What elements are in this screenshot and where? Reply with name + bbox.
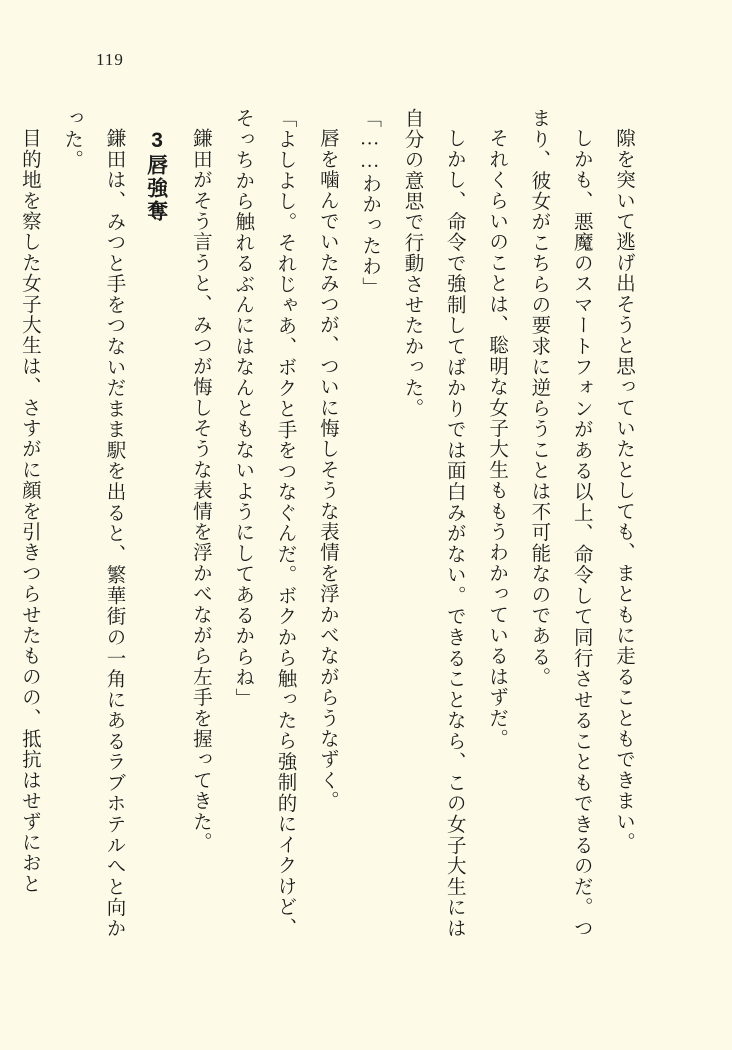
paragraph: 唇を噛んでいたみつが、ついに悔しそうな表情を浮かべながらうなずく。	[316, 127, 338, 811]
paragraph: 鎌田は、みつと手をつないだまま駅を出ると、繁華街の一角にあるラブホテルへと向かった。	[61, 108, 125, 938]
paragraph: 隙を突いて逃げ出そうと思っていたとしても、まともに走ることもできまい。	[613, 127, 634, 852]
paragraph: しかし、命令で強制してばかりでは面白みがない。できることなら、この女子大生には自分の意思で行動させたかった。	[401, 108, 465, 938]
section-heading	[134, 108, 178, 938]
paragraph: しかも、悪魔のスマートフォンがある以上、命令して同行させることもできるのだ。つまり、彼女がこちらの要求に逆らうことは不可能なのである。	[528, 108, 592, 938]
page-number: 119	[96, 50, 124, 69]
section-title: 唇強奪	[144, 154, 169, 223]
paragraph: 鎌田がそう言うと、みつが悔しそうな表情を浮かべながら左手を握ってきた。	[189, 127, 211, 852]
vertical-text-body	[18, 108, 644, 938]
paragraph: 目的地を察した女子大生は、さすがに顔を引きつらせたものの、抵抗はせずにおと	[18, 127, 40, 894]
paragraph-dialogue: 「……わかったわ」	[359, 108, 381, 298]
section-number: 3	[145, 129, 169, 154]
paragraph-dialogue: 「よしよし。それじゃあ、ボクと手をつなぐんだ。ボクから触ったら強制的にイクけど、そっちから触れるぶんにはなんともないようにしてあるからね」	[232, 108, 296, 938]
paragraph: それくらいのことは、聡明な女子大生ももうわかっているはずだ。	[486, 127, 508, 749]
